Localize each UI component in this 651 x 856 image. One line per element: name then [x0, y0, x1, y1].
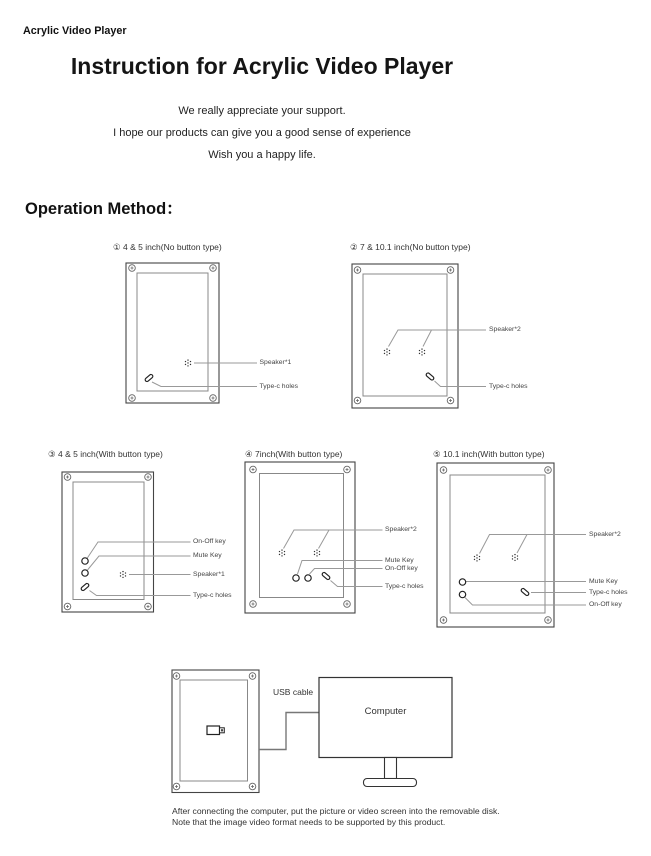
- type-c-hole-icon: [144, 374, 153, 382]
- speaker-holes-icon: [474, 554, 480, 561]
- computer-label: Computer: [364, 706, 407, 717]
- computer-monitor-icon: [319, 678, 452, 787]
- diagram-4-onoff-label: On-Off key: [385, 564, 418, 572]
- subtitle-line-1: We really appreciate your support.: [178, 105, 346, 117]
- subtitle-line-2: I hope our products can give you a good sense of experience: [113, 127, 411, 139]
- diagram-2-graphic: [352, 264, 486, 408]
- usb-plug-icon: [207, 726, 224, 735]
- on-off-button-icon: [305, 575, 311, 581]
- screw-icon: [173, 673, 180, 680]
- screw-icon: [250, 601, 257, 608]
- diagram-1-typec-label: Type-c holes: [259, 382, 299, 390]
- type-c-hole-icon: [80, 583, 89, 591]
- screw-icon: [545, 467, 552, 474]
- diagram-1-speaker-label: Speaker*1: [259, 359, 292, 366]
- diagram-3-onoff-label: On-Off key: [193, 538, 226, 545]
- usb-cable-line: [259, 713, 319, 750]
- speaker-holes-icon: [314, 549, 320, 556]
- mute-button-icon: [82, 570, 88, 576]
- speaker-holes-icon: [512, 554, 518, 561]
- screw-icon: [447, 267, 454, 274]
- on-off-button-icon: [459, 591, 465, 597]
- screw-icon: [354, 397, 361, 404]
- diagram-2-typec-label: Type-c holes: [489, 382, 528, 390]
- screw-icon: [344, 601, 351, 608]
- type-c-hole-icon: [520, 588, 529, 596]
- diagram-5-speaker-label: Speaker*2: [589, 530, 621, 538]
- mute-button-icon: [293, 575, 299, 581]
- subtitle-line-3: Wish you a happy life.: [208, 149, 316, 161]
- screw-icon: [145, 474, 152, 481]
- diagram-3-mute-label: Mute Key: [193, 552, 222, 559]
- diagram-1-title: ① 4 & 5 inch(No button type): [113, 242, 222, 252]
- screw-icon: [440, 617, 447, 624]
- screw-icon: [440, 467, 447, 474]
- diagram-3-speaker-label: Speaker*1: [193, 570, 225, 578]
- screw-icon: [145, 603, 152, 610]
- page-title: Instruction for Acrylic Video Player: [70, 53, 454, 79]
- screw-icon: [447, 397, 454, 404]
- diagram-4-title: ④ 7inch(With button type): [245, 448, 343, 459]
- speaker-holes-icon: [185, 359, 191, 366]
- speaker-holes-icon: [120, 571, 126, 578]
- screw-icon: [129, 395, 136, 402]
- diagram-5-title: ⑤ 10.1 inch(With button type): [433, 448, 545, 459]
- screw-icon: [210, 265, 217, 272]
- on-off-button-icon: [82, 558, 88, 564]
- diagram-5-graphic: [437, 463, 586, 627]
- diagram-4-mute-label: Mute Key: [385, 556, 414, 564]
- screw-icon: [129, 265, 136, 272]
- screw-icon: [173, 783, 180, 790]
- screw-icon: [249, 783, 256, 790]
- diagram-1-graphic: [126, 263, 257, 403]
- diagram-2-title: ② 7 & 10.1 inch(No button type): [350, 242, 471, 252]
- diagram-5-mute-label: Mute Key: [589, 577, 618, 585]
- diagram-4-typec-label: Type-c holes: [385, 582, 424, 590]
- diagram-3-typec-label: Type-c holes: [193, 592, 232, 599]
- usb-cable-label: USB cable: [273, 687, 314, 697]
- diagram-3-title: ③ 4 & 5 inch(With button type): [48, 448, 163, 459]
- speaker-holes-icon: [419, 348, 425, 355]
- diagram-2-speaker-label: Speaker*2: [489, 326, 521, 333]
- screw-icon: [344, 466, 351, 473]
- screw-icon: [64, 603, 71, 610]
- screw-icon: [250, 466, 257, 473]
- diagram-4-graphic: [245, 462, 383, 613]
- speaker-holes-icon: [279, 549, 285, 556]
- diagram-3-graphic: [62, 472, 191, 612]
- screw-icon: [210, 395, 217, 402]
- type-c-hole-icon: [425, 372, 434, 380]
- screw-icon: [545, 617, 552, 624]
- screw-icon: [354, 267, 361, 274]
- mute-button-icon: [459, 579, 465, 585]
- screw-icon: [64, 474, 71, 481]
- screw-icon: [249, 673, 256, 680]
- diagram-4-speaker-label: Speaker*2: [385, 526, 417, 533]
- type-c-hole-icon: [321, 572, 330, 580]
- footer-note-line-1: After connecting the computer, put the picture or video screen into the removable disk.: [172, 806, 500, 816]
- diagram-5-typec-label: Type-c holes: [589, 588, 628, 596]
- section-heading: Operation Method：: [25, 200, 183, 218]
- footer-note-line-2: Note that the image video format needs to be supported by this product.: [172, 816, 446, 827]
- page-brand-title: Acrylic Video Player: [23, 25, 127, 37]
- diagram-5-onoff-label: On-Off key: [589, 601, 622, 608]
- speaker-holes-icon: [384, 348, 390, 355]
